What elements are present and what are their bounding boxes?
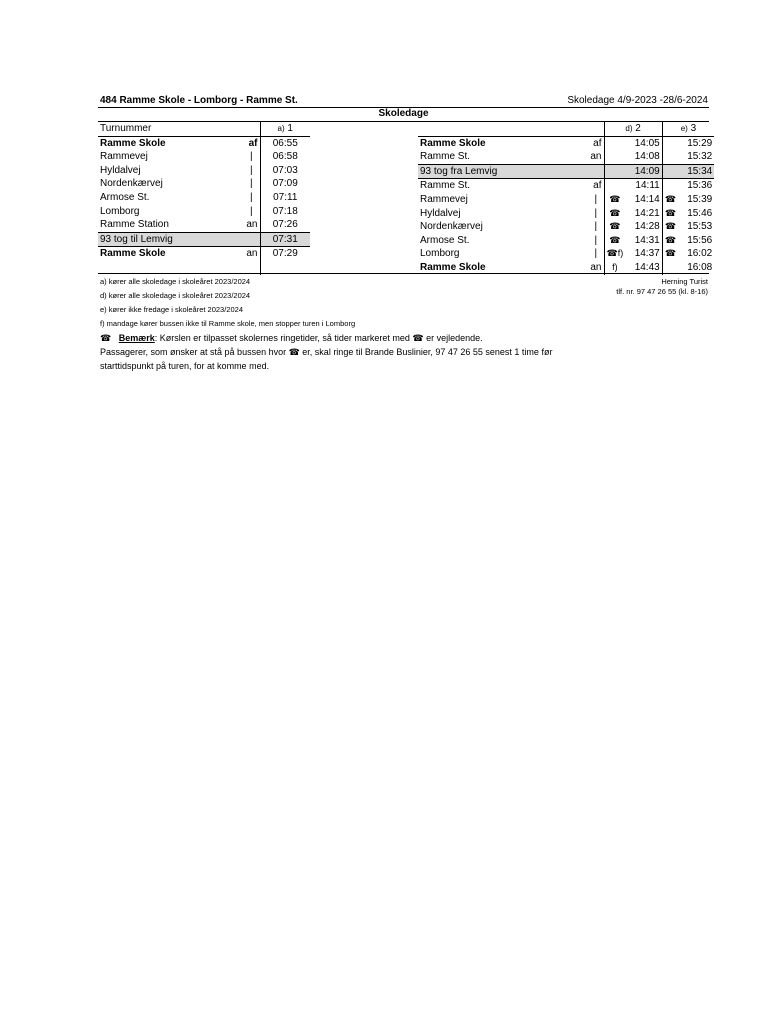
trip-note: a) xyxy=(277,124,285,133)
table-row: Lomborg | ☎f) 14:37 ☎ 16:02 xyxy=(420,248,713,260)
table-row: Hyldalvej | ☎ 14:21 ☎ 15:46 xyxy=(420,207,713,219)
table-row: Ramme St. an 14:08 15:32 xyxy=(418,150,714,164)
footnote-f: f) mandage kører bussen ikke til Ramme skole, men stopper turen i Lomborg xyxy=(100,319,356,328)
remark-text: : Kørslen er tilpasset skolernes ringetider, så tider markeret med ☎ er vejledende. xyxy=(154,333,483,343)
table-header-row xyxy=(98,122,310,136)
phone-icon: ☎ xyxy=(664,193,677,204)
footnote-d: d) kører alle skoledage i skoleåret 2023/2024 xyxy=(100,291,251,300)
phone-icon: ☎ xyxy=(609,234,621,245)
table-header-row: d) 2 e) 3 xyxy=(418,122,714,136)
trip-number: 1 xyxy=(287,123,293,134)
phone-icon: ☎ xyxy=(664,234,677,245)
departure-table-morning xyxy=(98,122,310,275)
table-row: Nordenkærvej | ☎ 14:28 ☎ 15:53 xyxy=(420,221,713,233)
table-row: Rammevej | 06:58 xyxy=(100,151,298,163)
table-row: Armose St. | ☎ 14:31 ☎ 15:56 xyxy=(420,234,713,246)
phone-icon: ☎ xyxy=(664,221,677,232)
table-row: Ramme Skole af 14:05 15:29 xyxy=(420,137,713,149)
table-row: Ramme St. af 14:11 15:36 xyxy=(420,180,713,192)
table-row: Armose St. | 07:11 xyxy=(100,191,298,203)
table-bottom-rule xyxy=(98,273,709,274)
departure-table-afternoon xyxy=(418,122,714,275)
booking-note-cont: starttidspunkt på turen, for at komme med. xyxy=(100,361,270,371)
route-title: 484 Ramme Skole - Lomborg - Ramme St. xyxy=(100,95,298,106)
phone-icon: ☎ xyxy=(664,207,677,218)
phone-icon: ☎ xyxy=(664,248,677,259)
table-row: Lomborg | 07:18 xyxy=(100,205,298,217)
table-row: Rammevej | ☎ 14:14 ☎ 15:39 xyxy=(420,193,713,205)
turnummer-label: Turnummer xyxy=(98,122,243,136)
table-row: Ramme Skole af 06:55 xyxy=(100,137,298,149)
train-connection-row: 93 tog til Lemvig 07:31 xyxy=(98,232,310,247)
phone-icon: ☎ xyxy=(609,193,621,204)
footnote-a: a) kører alle skoledage i skoleåret 2023/2024 xyxy=(100,277,251,286)
phone-icon: ☎ xyxy=(609,221,621,232)
phone-icon: ☎ xyxy=(100,333,112,343)
phone-icon: ☎f) xyxy=(606,248,624,259)
table-row: Ramme Skole an 07:29 xyxy=(100,248,298,260)
footnote-e: e) kører ikke fredage i skoleåret 2023/2024 xyxy=(100,305,243,314)
trip-number: 3 xyxy=(690,123,697,134)
phone-icon: ☎ xyxy=(609,207,621,218)
trip-number: 2 xyxy=(635,123,641,134)
season-period: Skoledage 4/9-2023 -28/6-2024 xyxy=(567,95,708,106)
booking-note: Passagerer, som ønsker at stå på bussen hvor ☎ er, skal ringe til Brande Buslinier, 97 47 26 55 senest 1 time før xyxy=(100,347,553,357)
operator-phone: tlf. nr. 97 47 26 55 (kl. 8-16) xyxy=(616,287,708,296)
section-title: Skoledage xyxy=(378,108,429,119)
table-row: Ramme Station an 07:26 xyxy=(98,218,310,232)
table-row: Nordenkærvej | 07:09 xyxy=(100,178,298,190)
table-row: Hyldalvej | 07:03 xyxy=(100,164,298,176)
table-row: Ramme Skole an f) 14:43 16:08 xyxy=(420,261,713,273)
operator-name: Herning Turist xyxy=(661,277,708,286)
train-connection-row: 93 tog fra Lemvig 14:09 15:34 xyxy=(418,164,714,179)
remark-label: Bemærk xyxy=(118,333,155,343)
remark-line xyxy=(100,333,483,344)
